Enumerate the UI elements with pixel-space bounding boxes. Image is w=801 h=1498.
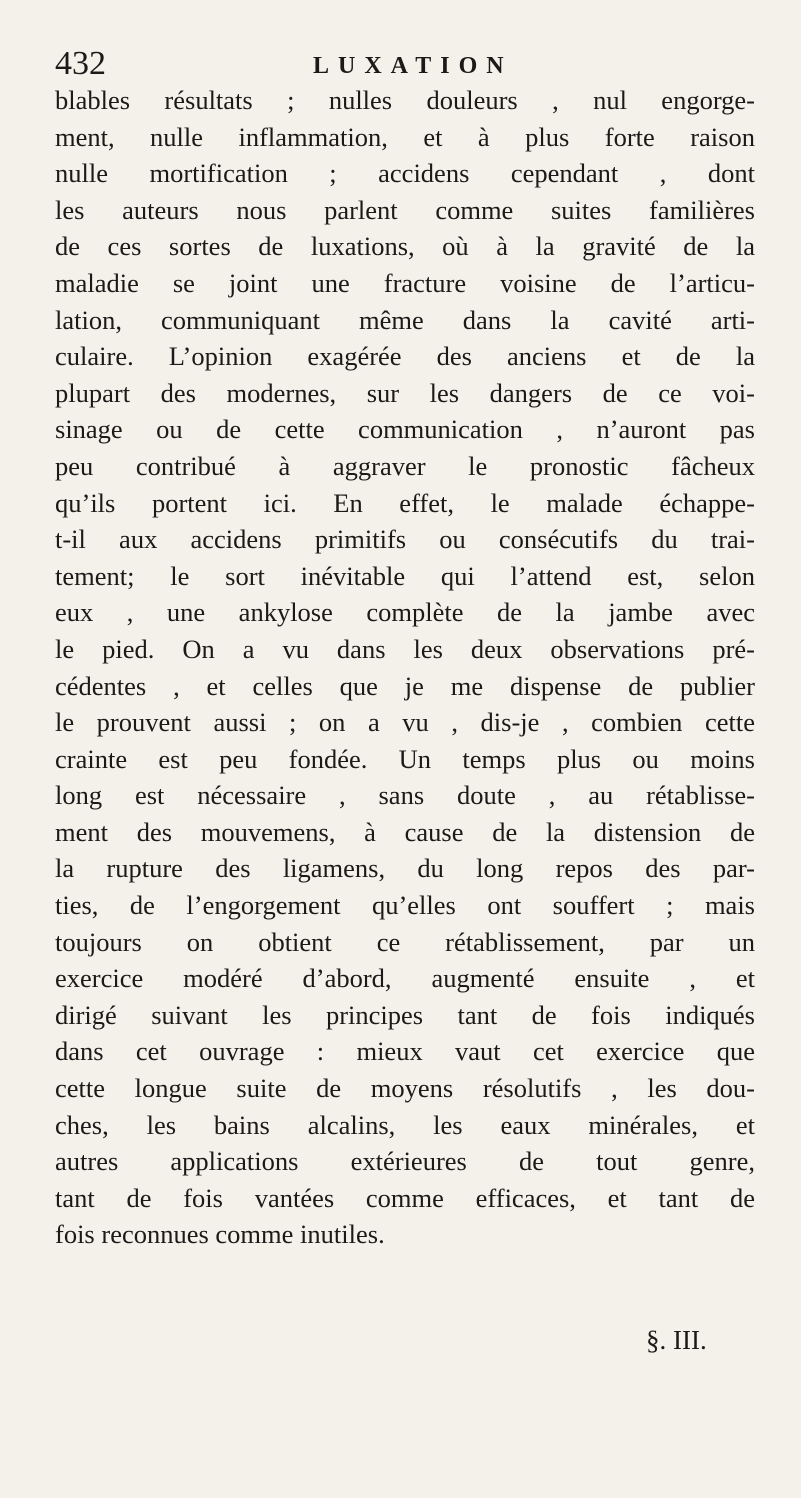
text-line: ment des mouvemens, à cause de la distension de (55, 816, 755, 847)
text-line: ties, de l’engorgement qu’elles ont souffert ; mais (55, 890, 755, 921)
text-line: maladie se joint une fracture voisine de l’articu- (55, 267, 755, 298)
text-line: cette longue suite de moyens résolutifs , les dou- (55, 1073, 755, 1104)
text-line: de ces sortes de luxations, où à la gravité de la (55, 231, 755, 262)
text-line: culaire. L’opinion exagérée des anciens et de la (55, 341, 755, 372)
text-line: blables résultats ; nulles douleurs , nul engorge- (55, 85, 755, 115)
text-line: qu’ils portent ici. En effet, le malade échappe- (55, 487, 755, 518)
text-line: lation, communiquant même dans la cavité arti- (55, 304, 755, 335)
body-text (55, 82, 755, 1253)
text-line: eux , une ankylose complète de la jambe avec (55, 597, 755, 628)
text-line: cédentes , et celles que je me dispense de publier (55, 670, 755, 701)
text-line: toujours on obtient ce rétablissement, par un (55, 926, 755, 957)
text-line: exercice modéré d’abord, augmenté ensuite , et (55, 963, 755, 994)
text-line: le pied. On a vu dans les deux observations pré- (55, 633, 755, 664)
text-line: nulle mortification ; accidens cependant , dont (55, 158, 755, 189)
running-head (55, 44, 745, 84)
text-line: tement; le sort inévitable qui l’attend est, selon (55, 560, 755, 591)
text-line: long est nécessaire , sans doute , au rétablisse- (55, 780, 755, 811)
text-line: plupart des modernes, sur les dangers de ce voi- (55, 377, 755, 408)
text-line: autres applications extérieures de tout genre, (55, 1146, 755, 1177)
text-line: peu contribué à aggraver le pronostic fâcheux (55, 450, 755, 481)
section-marker: §. III. (646, 1325, 707, 1355)
text-line: le prouvent aussi ; on a vu , dis-je , combien cette (55, 707, 755, 738)
text-line-final: fois reconnues comme inutiles. (55, 1219, 385, 1250)
text-line: ches, les bains alcalins, les eaux minérales, et (55, 1109, 755, 1140)
text-line: crainte est peu fondée. Un temps plus ou moins (55, 743, 755, 774)
text-line: sinage ou de cette communication , n’auront pas (55, 414, 755, 445)
text-line: dans cet ouvrage : mieux vaut cet exercice que (55, 1036, 755, 1067)
text-line: les auteurs nous parlent comme suites familières (55, 194, 755, 225)
page-number: 432 (55, 45, 106, 82)
text-line: t-il aux accidens primitifs ou consécutifs du trai- (55, 524, 755, 555)
text-line: dirigé suivant les principes tant de fois indiqués (55, 999, 755, 1030)
text-line: ment, nulle inflammation, et à plus forte raison (55, 121, 755, 152)
running-title: LUXATION (313, 53, 513, 79)
text-line: tant de fois vantées comme efficaces, et tant de (55, 1182, 755, 1213)
text-line: la rupture des ligamens, du long repos des par- (55, 853, 755, 884)
